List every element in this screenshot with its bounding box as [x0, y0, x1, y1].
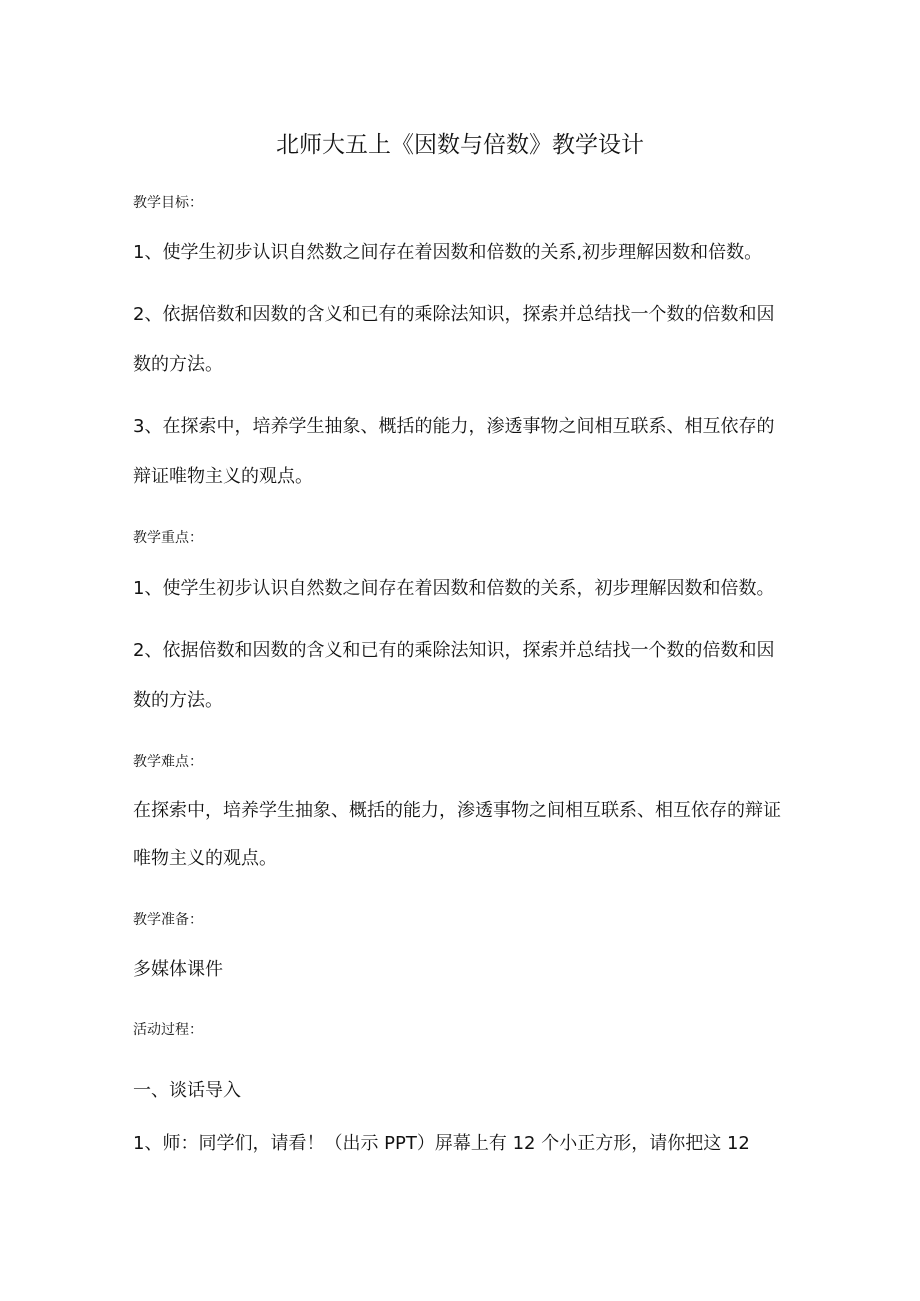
goals-line-4: 3、在探索中，培养学生抽象、概括的能力，渗透事物之间相互联系、相互依存的: [133, 416, 775, 437]
goals-line-2: 2、依据倍数和因数的含义和已有的乘除法知识，探索并总结找一个数的倍数和因: [133, 304, 775, 325]
section-label-process: 活动过程：: [133, 1022, 203, 1038]
goals-line-5: 辩证唯物主义的观点。: [133, 466, 313, 487]
document-title: 北师大五上《因数与倍数》教学设计: [276, 132, 644, 158]
preparation-line-1: 多媒体课件: [133, 959, 223, 980]
section-label-goals: 教学目标：: [133, 195, 203, 211]
process-line-2: 1、师：同学们，请看！（出示 PPT）屏幕上有 12 个小正方形，请你把这 12: [133, 1133, 750, 1154]
key-points-line-1: 1、使学生初步认识自然数之间存在着因数和倍数的关系，初步理解因数和倍数。: [133, 578, 775, 599]
difficulties-line-1: 在探索中，培养学生抽象、概括的能力，渗透事物之间相互联系、相互依存的辩证: [133, 800, 781, 821]
section-label-difficulties: 教学难点：: [133, 754, 203, 770]
difficulties-line-2: 唯物主义的观点。: [133, 848, 277, 869]
section-label-key-points: 教学重点：: [133, 530, 203, 546]
goals-line-1: 1、使学生初步认识自然数之间存在着因数和倍数的关系,初步理解因数和倍数。: [133, 242, 763, 263]
goals-line-3: 数的方法。: [133, 354, 223, 375]
process-line-1: 一、谈话导入: [133, 1080, 241, 1101]
key-points-line-2: 2、依据倍数和因数的含义和已有的乘除法知识，探索并总结找一个数的倍数和因: [133, 640, 775, 661]
key-points-line-3: 数的方法。: [133, 690, 223, 711]
section-label-preparation: 教学准备：: [133, 912, 203, 928]
